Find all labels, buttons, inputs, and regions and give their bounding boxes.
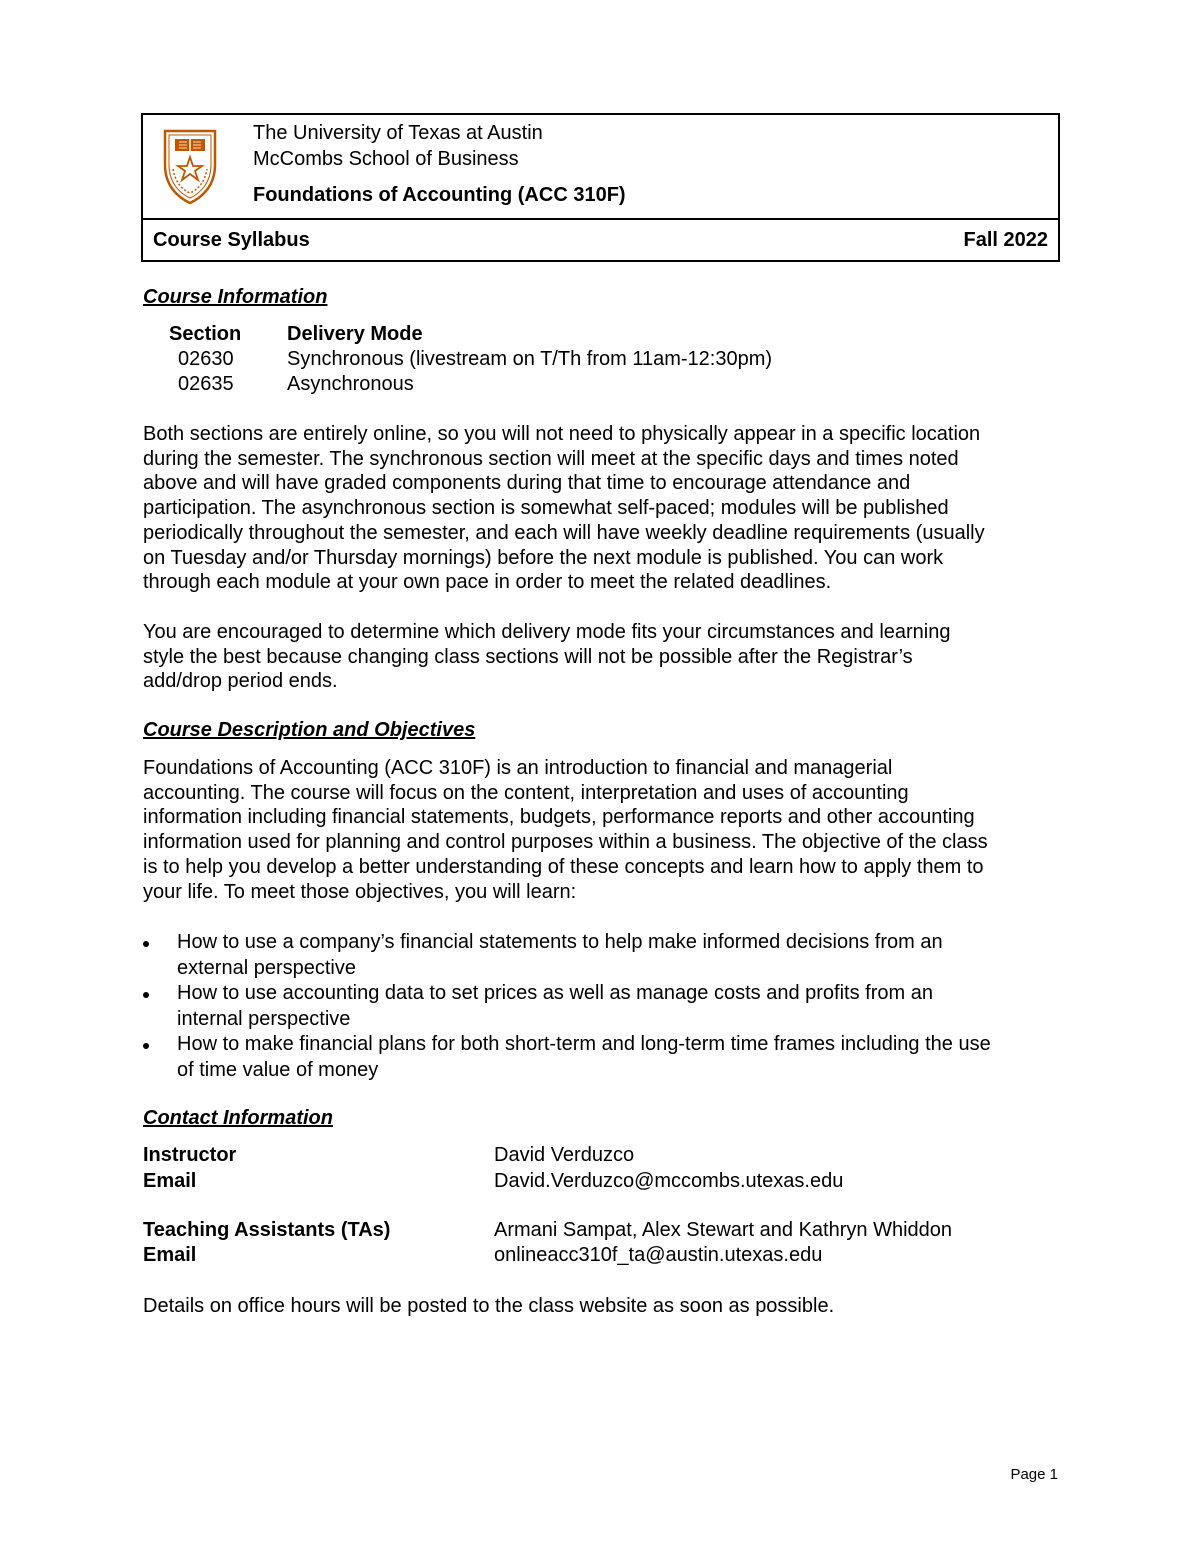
ta-label: Teaching Assistants (TAs): [143, 1219, 391, 1241]
ut-seal-icon: [159, 127, 221, 207]
course-title: Foundations of Accounting (ACC 310F): [253, 184, 626, 206]
section-column-header: Section: [169, 323, 242, 345]
paragraph-line: Both sections are entirely online, so you will not need to physically appear in a specific location: [143, 423, 981, 445]
page-number: Page 1: [1010, 1466, 1058, 1483]
paragraph-line: style the best because changing class sections will not be possible after the Registrar’s: [143, 645, 913, 668]
course-description-paragraph: [143, 756, 1063, 904]
bullet-icon: [143, 1043, 149, 1049]
course-description-heading: Course Description and Objectives: [143, 719, 476, 741]
paragraph-line: your life. To meet those objectives, you will learn:: [143, 880, 577, 903]
delivery-mode-paragraph: [143, 620, 1063, 694]
doc-type: Course Syllabus: [153, 229, 310, 251]
paragraph-line: during the semester. The synchronous section will meet at the specific days and times noted: [143, 447, 959, 470]
bullet-icon: [143, 992, 149, 998]
office-hours-note: Details on office hours will be posted to the class website as soon as possible.: [143, 1295, 835, 1317]
table-row-mode: Synchronous (livestream on T/Th from 11am-12:30pm): [287, 348, 773, 370]
paragraph-line: on Tuesday and/or Thursday mornings) before the next module is published. You can work: [143, 546, 944, 569]
list-item: How to use accounting data to set prices as well as manage costs and profits from an internal perspective: [143, 981, 1073, 1032]
paragraph-line: Foundations of Accounting (ACC 310F) is an introduction to financial and managerial: [143, 757, 893, 779]
course-information-heading: Course Information: [143, 286, 328, 308]
paragraph-line: information used for planning and control purposes within a business. The objective of the class: [143, 831, 988, 854]
list-item: How to use a company’s financial statements to help make informed decisions from an external perspective: [143, 930, 1073, 981]
ta-email: onlineacc310f_ta@austin.utexas.edu: [494, 1244, 823, 1266]
header-divider: [143, 218, 1058, 220]
instructor-email: David.Verduzco@mccombs.utexas.edu: [494, 1170, 844, 1192]
objectives-list: [143, 930, 1073, 1083]
contact-information-heading: Contact Information: [143, 1107, 333, 1129]
paragraph-line: accounting. The course will focus on the content, interpretation and uses of accounting: [143, 781, 909, 804]
header-box: [141, 113, 1060, 262]
paragraph-line: above and will have graded components during that time to encourage attendance and: [143, 472, 911, 495]
bullet-icon: [143, 941, 149, 947]
university-name: The University of Texas at Austin: [253, 122, 543, 144]
paragraph-line: periodically throughout the semester, and each will have weekly deadline requirements (usually: [143, 521, 985, 544]
table-row-section: 02635: [178, 373, 234, 395]
instructor-name: David Verduzco: [494, 1144, 635, 1166]
school-name: McCombs School of Business: [253, 148, 519, 170]
paragraph-line: through each module at your own pace in order to meet the related deadlines.: [143, 571, 832, 594]
paragraph-line: participation. The asynchronous section is somewhat self-paced; modules will be published: [143, 497, 949, 520]
instructor-email-label: Email: [143, 1170, 197, 1192]
paragraph-line: You are encouraged to determine which delivery mode fits your circumstances and learning: [143, 621, 951, 643]
online-sections-paragraph: [143, 422, 1063, 595]
paragraph-line: is to help you develop a better understanding of these concepts and learn how to apply them to: [143, 855, 984, 878]
paragraph-line: information including financial statements, budgets, performance reports and other accounting: [143, 806, 975, 829]
list-item: How to make financial plans for both short-term and long-term time frames including the use of time value of money: [143, 1032, 1073, 1083]
delivery-mode-column-header: Delivery Mode: [287, 323, 423, 345]
table-row-mode: Asynchronous: [287, 373, 414, 395]
table-row-section: 02630: [178, 348, 234, 370]
term: Fall 2022: [963, 229, 1048, 251]
ta-names: Armani Sampat, Alex Stewart and Kathryn Whiddon: [494, 1219, 953, 1241]
instructor-label: Instructor: [143, 1144, 237, 1166]
paragraph-line: add/drop period ends.: [143, 670, 338, 693]
ta-email-label: Email: [143, 1244, 197, 1266]
